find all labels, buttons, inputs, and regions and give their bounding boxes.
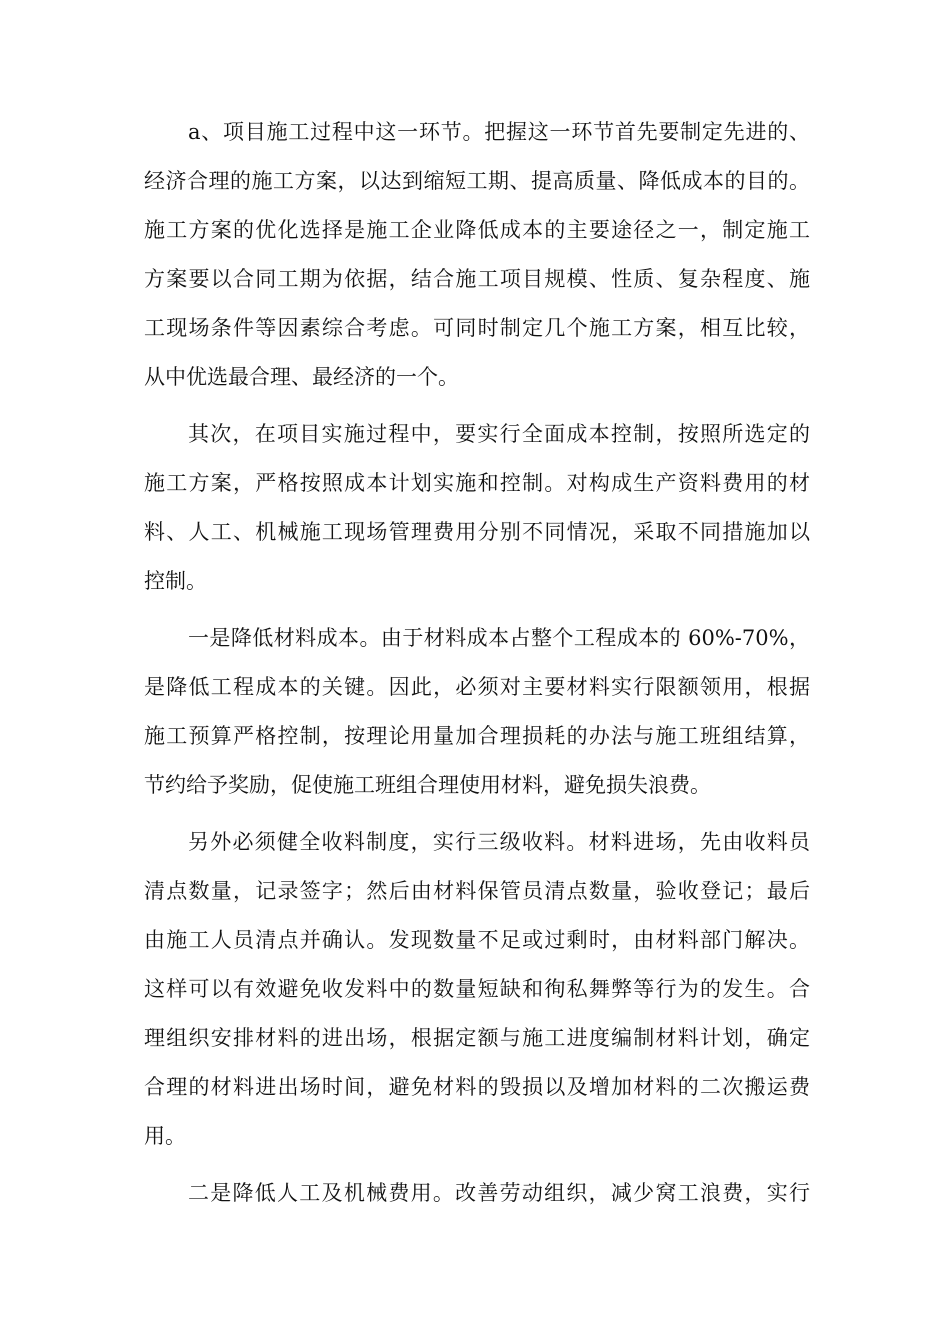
text-line: 其次，在项目实施过程中，要实行全面成本控制，按照所选定的 [188, 422, 810, 446]
paragraph-gap [144, 1161, 810, 1169]
text-line: 一是降低材料成本。由于材料成本占整个工程成本的 60%-70%， [188, 626, 810, 650]
text-line: 这样可以有效避免收发料中的数量短缺和徇私舞弊等行为的发生。合 [144, 977, 810, 1001]
text-line: 二是降低人工及机械费用。改善劳动组织，减少窝工浪费，实行 [188, 1181, 810, 1205]
text-line: 是降低工程成本的关键。因此，必须对主要材料实行限额领用，根据 [144, 675, 810, 699]
paragraph-gap [144, 606, 810, 614]
text-line: 从中优选最合理、最经济的一个。 [144, 365, 459, 389]
text-line: 方案要以合同工期为依据，结合施工项目规模、性质、复杂程度、施 [144, 267, 810, 291]
text-line: 清点数量，记录签字；然后由材料保管员清点数量，验收登记；最后 [144, 879, 810, 903]
paragraph-gap [144, 810, 810, 818]
text-line: 施工方案，严格按照成本计划实施和控制。对构成生产资料费用的材 [144, 471, 810, 495]
text-line: 由施工人员清点并确认。发现数量不足或过剩时，由材料部门解决。 [144, 928, 810, 952]
paragraph-gap [144, 402, 810, 410]
text-line: 施工预算严格控制，按理论用量加合理损耗的办法与施工班组结算， [144, 724, 810, 748]
document-body [144, 108, 810, 1218]
paragraph-cost-control [144, 410, 810, 606]
text-line: 经济合理的施工方案，以达到缩短工期、提高质量、降低成本的目的。 [144, 169, 810, 193]
paragraph-receiving-system [144, 818, 810, 1161]
paragraph-labor-machinery [144, 1169, 810, 1218]
text-line: 料、人工、机械施工现场管理费用分别不同情况，采取不同措施加以 [144, 520, 810, 544]
paragraph-material-cost [144, 614, 810, 810]
text-line: 理组织安排材料的进出场，根据定额与施工进度编制材料计划，确定 [144, 1026, 810, 1050]
paragraph-construction-plan [144, 108, 810, 402]
text-line: 用。 [144, 1124, 186, 1148]
text-line: 合理的材料进出场时间，避免材料的毁损以及增加材料的二次搬运费 [144, 1075, 810, 1099]
text-line: 另外必须健全收料制度，实行三级收料。材料进场，先由收料员 [188, 830, 810, 854]
text-line: a、项目施工过程中这一环节。把握这一环节首先要制定先进的、 [188, 120, 810, 144]
text-line: 节约给予奖励，促使施工班组合理使用材料，避免损失浪费。 [144, 773, 711, 797]
text-line: 工现场条件等因素综合考虑。可同时制定几个施工方案，相互比较， [144, 316, 810, 340]
text-line: 施工方案的优化选择是施工企业降低成本的主要途径之一，制定施工 [144, 218, 810, 242]
text-line: 控制。 [144, 569, 207, 593]
